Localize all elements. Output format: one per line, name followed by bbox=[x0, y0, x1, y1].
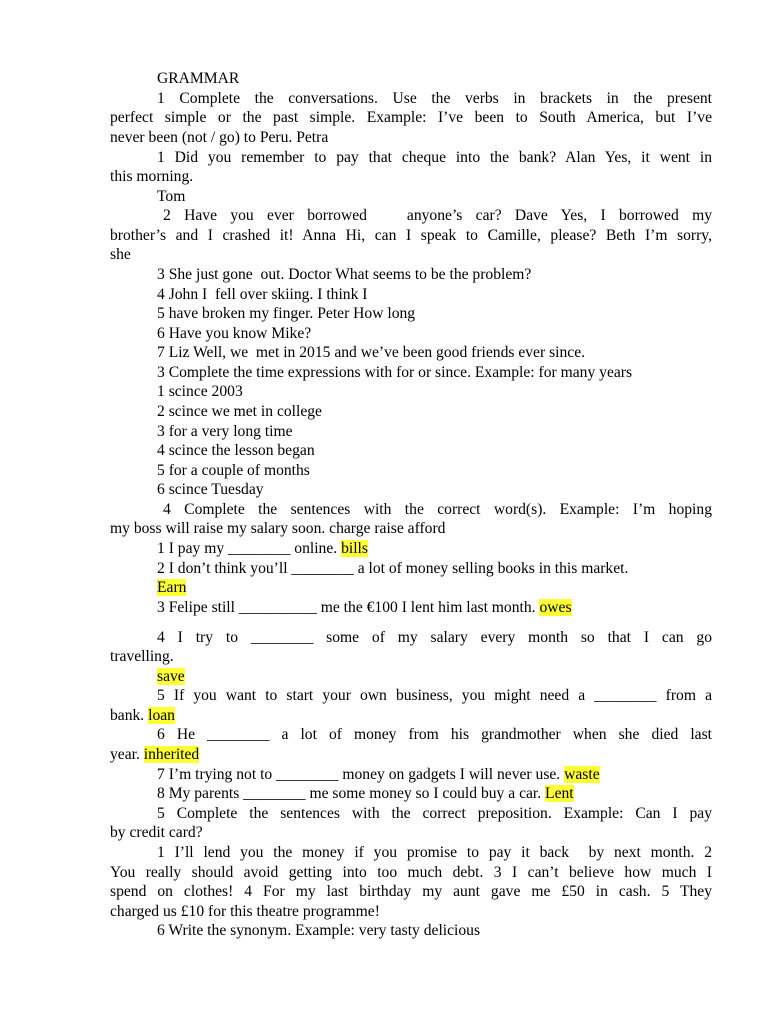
ex4-item-8-text: 8 My parents ________ me some money so I could buy a car. bbox=[157, 785, 542, 802]
ex4-item-2-answer-line bbox=[157, 578, 186, 598]
ex4-item-7 bbox=[157, 765, 600, 785]
ex3-item-4: 4 scince the lesson began bbox=[157, 442, 315, 459]
ex4-item-1-answer: bills bbox=[341, 540, 368, 557]
ex5-answers-line-2: You really should avoid getting into too much debt. 3 I can’t believe how much I bbox=[110, 864, 712, 881]
ex3-item-1: 1 scince 2003 bbox=[157, 383, 243, 400]
ex4-instruction-line-1: 4 Complete the sentences with the correct word(s). Example: I’m hoping bbox=[163, 501, 712, 518]
ex5-answers-line-3: spend on clothes! 4 For my last birthday my aunt gave me £50 in cash. 5 They bbox=[110, 883, 712, 900]
ex4-item-2-answer: Earn bbox=[157, 579, 187, 596]
ex3-item-5: 5 for a couple of months bbox=[157, 462, 310, 479]
ex5-instruction-line-2: by credit card? bbox=[110, 824, 203, 841]
ex1-instruction-line-3: never been (not / go) to Peru. Petra bbox=[110, 129, 329, 146]
ex1-speaker-tom: Tom bbox=[157, 188, 186, 205]
ex3-item-2: 2 scince we met in college bbox=[157, 403, 322, 420]
ex3-item-3: 3 for a very long time bbox=[157, 423, 293, 440]
ex4-item-4-cont: travelling. bbox=[110, 648, 174, 665]
ex4-item-5-cont bbox=[110, 706, 175, 726]
ex1-item-1-cont: this morning. bbox=[110, 168, 194, 185]
ex5-answers-line-4: charged us £10 for this theatre programme! bbox=[110, 903, 380, 920]
ex4-item-4-answer: save bbox=[157, 668, 185, 685]
ex4-item-5-text: bank. bbox=[110, 707, 145, 724]
ex1-item-1: 1 Did you remember to pay that cheque into the bank? Alan Yes, it went in bbox=[157, 149, 712, 166]
ex4-item-3-text: 3 Felipe still __________ me the €100 I lent him last month. bbox=[157, 599, 536, 616]
ex4-item-7-answer: waste bbox=[564, 766, 600, 783]
ex4-item-3-answer: owes bbox=[539, 599, 572, 616]
ex4-item-2: 2 I don’t think you’ll ________ a lot of money selling books in this market. bbox=[157, 560, 629, 577]
ex4-item-1 bbox=[157, 539, 368, 559]
ex4-item-4-answer-line bbox=[157, 667, 185, 687]
ex6-instruction: 6 Write the synonym. Example: very tasty delicious bbox=[157, 922, 481, 939]
ex4-item-8-answer: Lent bbox=[545, 785, 574, 802]
ex1-item-2-cont: brother’s and I crashed it! Anna Hi, can I speak to Camille, please? Beth I’m sorry, bbox=[110, 227, 712, 244]
document-title: GRAMMAR bbox=[157, 70, 240, 87]
ex4-item-6-text: year. bbox=[110, 746, 140, 763]
ex4-item-1-text: 1 I pay my ________ online. bbox=[157, 540, 338, 557]
ex1-item-6: 6 Have you know Mike? bbox=[157, 325, 312, 342]
ex4-item-6: 6 He ________ a lot of money from his grandmother when she died last bbox=[157, 726, 712, 743]
ex4-item-5: 5 If you want to start your own business, you might need a ________ from a bbox=[157, 687, 712, 704]
ex4-item-8 bbox=[157, 784, 574, 804]
ex3-instruction: 3 Complete the time expressions with for or since. Example: for many years bbox=[157, 364, 633, 381]
ex4-item-7-text: 7 I’m trying not to ________ money on gadgets I will never use. bbox=[157, 766, 561, 783]
ex4-item-3 bbox=[157, 598, 572, 618]
ex5-answers-line-1: 1 I’ll lend you the money if you promise to pay it back by next month. 2 bbox=[157, 844, 712, 861]
ex4-item-4: 4 I try to ________ some of my salary every month so that I can go bbox=[157, 629, 712, 646]
ex5-instruction-line-1: 5 Complete the sentences with the correct preposition. Example: Can I pay bbox=[157, 805, 712, 822]
ex1-item-5: 5 have broken my finger. Peter How long bbox=[157, 305, 416, 322]
ex1-item-2-cont-2: she bbox=[110, 246, 131, 263]
ex1-instruction-line-1: 1 Complete the conversations. Use the verbs in brackets in the present bbox=[157, 90, 712, 107]
ex4-item-6-cont bbox=[110, 745, 199, 765]
ex1-item-2: 2 Have you ever borrowed anyone’s car? Dave Yes, I borrowed my bbox=[163, 207, 712, 224]
ex4-item-6-answer: inherited bbox=[143, 746, 200, 763]
ex1-item-3: 3 She just gone out. Doctor What seems to be the problem? bbox=[157, 266, 532, 283]
ex4-instruction-line-2: my boss will raise my salary soon. charge raise afford bbox=[110, 520, 446, 537]
ex4-item-5-answer: loan bbox=[148, 707, 175, 724]
ex1-item-7: 7 Liz Well, we met in 2015 and we’ve been good friends ever since. bbox=[157, 344, 586, 361]
ex3-item-6: 6 scince Tuesday bbox=[157, 481, 264, 498]
ex1-instruction-line-2: perfect simple or the past simple. Example: I’ve been to South America, but I’ve bbox=[110, 109, 712, 126]
ex1-item-4: 4 John I fell over skiing. I think I bbox=[157, 286, 368, 303]
